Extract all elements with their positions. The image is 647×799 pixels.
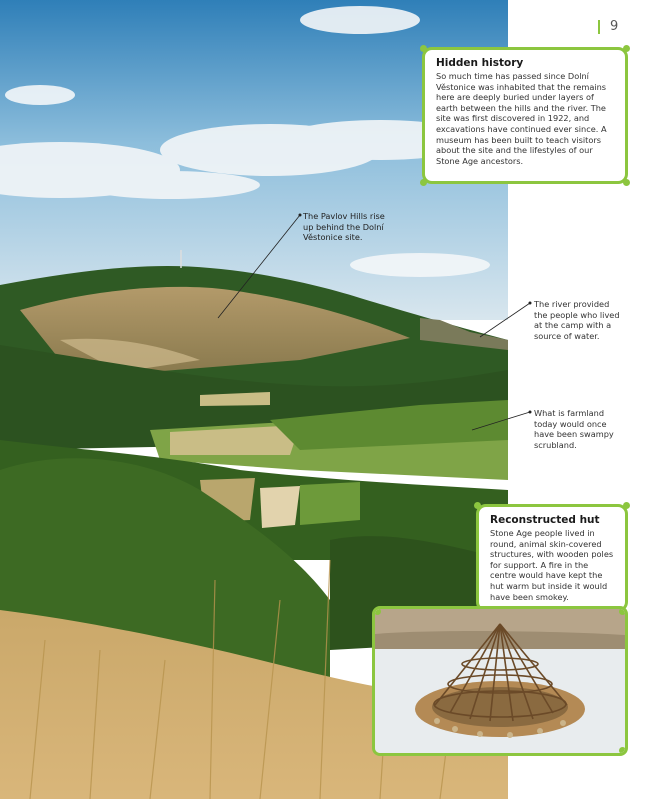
corner-dot [619,747,626,754]
page-number [598,19,618,34]
reconstructed-hut-box [476,504,628,612]
reconstructed-hut-body: Stone Age people lived in round, animal skin-covered structures, with wooden poles for support. A fire in the centre would have kept the hut warm but inside it would have been smokey. [490,528,614,602]
pavlov-hills-annotation: The Pavlov Hills rise up behind the Dolní Věstonice site. [303,211,385,243]
hidden-history-box [422,47,628,184]
corner-dot [374,608,381,615]
hidden-history-body: So much time has passed since Dolní Věstonice was inhabited that the remains here are deeply buried under layers of earth between the hills and the river. The site was first discovered in 1922, and excavations have continued ever since. A museum has been built to teach visitors about the site and the lifestyles of our Stone Age ancestors. [436,71,607,166]
corner-dot [623,179,630,186]
reconstructed-hut-title: Reconstructed hut [490,514,600,526]
hidden-history-title: Hidden history [436,57,524,69]
hut-photo [372,606,628,756]
corner-dot [474,502,481,509]
river-annotation: The river provided the people who lived at the camp with a source of water. [534,299,620,341]
corner-dot [420,45,427,52]
farmland-annotation: What is farmland today would once have been swampy scrubland. [534,408,614,450]
page-number-divider [598,20,600,34]
corner-dot [623,502,630,509]
corner-dot [619,608,626,615]
corner-dot [623,45,630,52]
corner-dot [420,179,427,186]
page-number-text: 9 [610,19,619,34]
